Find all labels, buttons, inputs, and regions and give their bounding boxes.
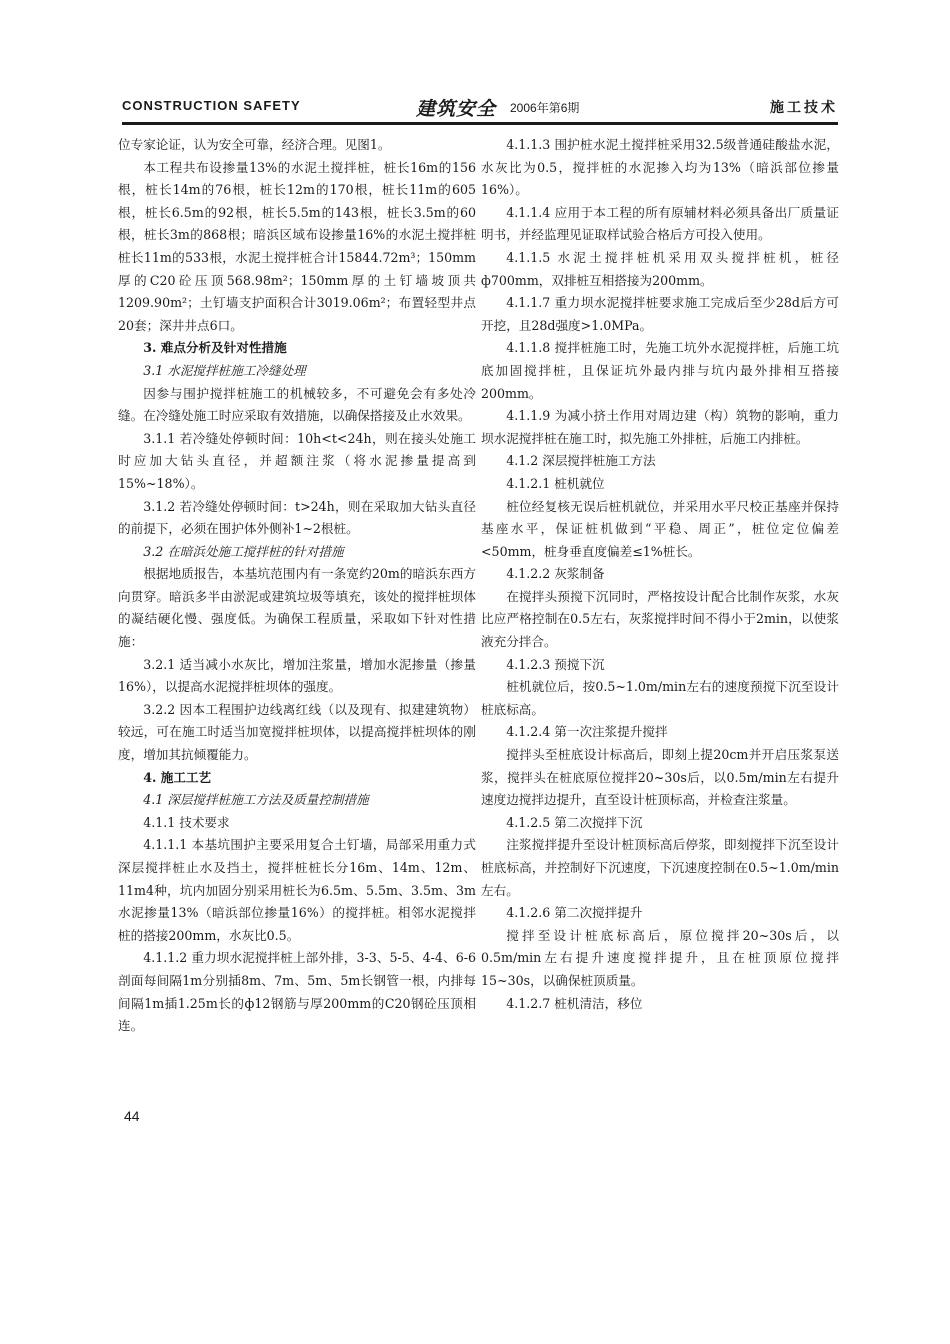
subsection-heading: 4.1.2.5 第二次搅拌下沉 — [506, 814, 643, 830]
paragraph: 因参与围护搅拌桩施工的机械较多，不可避免会有多处冷缝。在冷缝处施工时应采取有效措施，以确保搭接及止水效果。 — [118, 385, 476, 424]
subsection-heading: 3.2 在暗浜处施工搅拌桩的针对措施 — [143, 543, 344, 559]
paragraph: 搅拌头至桩底设计标高后，即刻上提20cm并开启压浆泵送浆，搅拌头在桩底原位搅拌20~30s后，以0.5m/min左右提升速度边搅拌边提升，直至设计桩顶标高，并检查注浆量。 — [481, 747, 839, 808]
subsection-heading: 3.1 水泥搅拌桩施工冷缝处理 — [143, 362, 306, 378]
subsection-heading: 4.1.2.7 桩机清洁，移位 — [506, 995, 643, 1011]
paragraph: 本工程共布设掺量13%的水泥土搅拌桩，桩长16m的156根，桩长14m的76根，桩长12m的170根，桩长11m的605根，桩长6.5m的92根，桩长5.5m的143根，桩长3.5m的60根，桩长3m的868根；暗浜区域布设掺量16%的水泥土搅拌桩桩长11m的533根，水泥土搅拌桩合计15844.72m³；150mm厚的C20砼压顶568.98m²；150mm厚的土钉墙坡顶共1209.90m²；土钉墙支护面积合计3019.06m²；布置轻型井点20套；深井井点6口。 — [118, 159, 476, 333]
paragraph: 根据地质报告，本基坑范围内有一条宽约20m的暗浜东西方向贯穿。暗浜多半由淤泥或建筑垃圾等填充，该处的搅拌桩坝体的凝结硬化慢、强度低。为确保工程质量，采取如下针对性措施： — [118, 566, 476, 650]
subsection-heading: 4.1.2.3 预搅下沉 — [506, 656, 605, 672]
issue-label: 2006年第6期 — [510, 101, 580, 115]
paragraph: 4.1.1.8 搅拌桩施工时，先施工坑外水泥搅拌桩，后施工坑底加固搅拌桩，且保证坑外最内排与坑内最外排相互搭接200mm。 — [481, 340, 839, 401]
paragraph: 桩机就位后，按0.5~1.0m/min左右的速度预搅下沉至设计桩底标高。 — [481, 679, 839, 717]
paragraph: 4.1.1.9 为减小挤土作用对周边建（构）筑物的影响，重力坝水泥搅拌桩在施工时，拟先施工外排桩，后施工内排桩。 — [481, 408, 839, 446]
subsection-heading: 4.1.2.2 灰浆制备 — [506, 566, 605, 582]
paragraph: 4.1.1.2 重力坝水泥搅拌桩上部外排，3-3、5-5、4-4、6-6剖面每间隔1m分别插8m、7m、5m、5m长钢管一根，内排每间隔1m插1.25m长的ф12钢筋与厚200mm的C20钢砼压顶相连。 — [118, 950, 476, 1034]
paragraph: 3.2.1 适当减小水灰比，增加注浆量，增加水泥掺量（掺量16%），以提高水泥搅拌桩坝体的强度。 — [118, 656, 476, 695]
journal-logo-title: 建筑安全 — [416, 98, 497, 120]
subsection-heading: 4.1.2.6 第二次搅拌提升 — [506, 905, 643, 921]
subsection-heading: 4.1.2.1 桩机就位 — [506, 475, 605, 491]
paragraph: 4.1.1.7 重力坝水泥搅拌桩要求施工完成后至少28d后方可开挖，且28d强度>1.0MPa。 — [481, 295, 839, 333]
section-heading: 3. 难点分析及针对性措施 — [143, 340, 287, 356]
paragraph: 4.1.1.3 围护桩水泥土搅拌桩采用32.5级普通硅酸盐水泥，水灰比为0.5，搅拌桩的水泥掺入均为13%（暗浜部位掺量16%）。 — [481, 137, 839, 198]
paragraph: 3.2.2 因本工程围护边线离红线（以及现有、拟建建筑物）较远，可在施工时适当加宽搅拌桩坝体，以提高搅拌桩坝体的刚度，增加其抗倾覆能力。 — [118, 701, 476, 763]
running-header — [122, 96, 838, 118]
paragraph: 4.1.1.4 应用于本工程的所有原辅材料必须具备出厂质量证明书，并经监理见证取样试验合格后方可投入使用。 — [481, 204, 839, 243]
paragraph: 3.1.2 若冷缝处停顿时间：t>24h，则在采取加大钻头直径的前提下，必须在围护体外侧补1~2根桩。 — [118, 498, 476, 537]
subsection-heading: 4.1.2.4 第一次注浆提升搅拌 — [506, 724, 668, 740]
section-label: 施工技术 — [770, 100, 838, 116]
left-column — [118, 134, 476, 1038]
paragraph: 4.1.1 技术要求 — [143, 814, 230, 830]
section-heading: 4. 施工工艺 — [143, 769, 212, 785]
paragraph: 在搅拌头预搅下沉同时，严格按设计配合比制作灰浆，水灰比应严格控制在0.5左右，灰浆搅拌时间不得小于2min，以使浆液充分拌合。 — [481, 588, 839, 650]
journal-english-title: CONSTRUCTION SAFETY — [122, 98, 301, 113]
paragraph: 注浆搅拌提升至设计桩顶标高后停浆，即刻搅拌下沉至设计桩底标高，并控制好下沉速度，下沉速度控制在0.5~1.0m/min左右。 — [481, 837, 839, 898]
header-rule — [122, 122, 838, 125]
subsection-heading: 4.1.2 深层搅拌桩施工方法 — [506, 453, 656, 469]
paragraph: 搅拌至设计桩底标高后，原位搅拌20~30s后，以0.5m/min左右提升速度搅拌提升，且在桩顶原位搅拌15~30s，以确保桩顶质量。 — [481, 927, 839, 988]
paragraph: 桩位经复核无误后桩机就位，并采用水平尺校正基座并保持基座水平，保证桩机做到“平稳、周正”，桩位定位偏差<50mm，桩身垂直度偏差≤1%桩长。 — [481, 498, 839, 559]
subsection-heading: 4.1 深层搅拌桩施工方法及质量控制措施 — [143, 792, 369, 808]
paragraph: 3.1.1 若冷缝处停顿时间：10h<t<24h，则在接头处施工时应加大钻头直径，并超额注浆（将水泥掺量提高到15%~18%）。 — [118, 430, 476, 491]
paragraph: 位专家论证，认为安全可靠，经济合理。见图1。 — [118, 137, 391, 152]
paragraph: 4.1.1.1 本基坑围护主要采用复合土钉墙，局部采用重力式深层搅拌桩止水及挡土，搅拌桩桩长分16m、14m、12m、11m4种，坑内加固分别采用桩长为6.5m、5.5m、3.5m、3m水泥掺量13%（暗浜部位掺量16%）的搅拌桩。相邻水泥搅拌桩的搭接200mm，水灰比0.5。 — [118, 837, 476, 943]
paragraph: 4.1.1.5 水泥土搅拌桩机采用双头搅拌桩机，桩径ф700mm，双排桩互相搭接为200mm。 — [481, 249, 839, 288]
right-column — [481, 134, 839, 1015]
page-number: 44 — [124, 1108, 140, 1124]
